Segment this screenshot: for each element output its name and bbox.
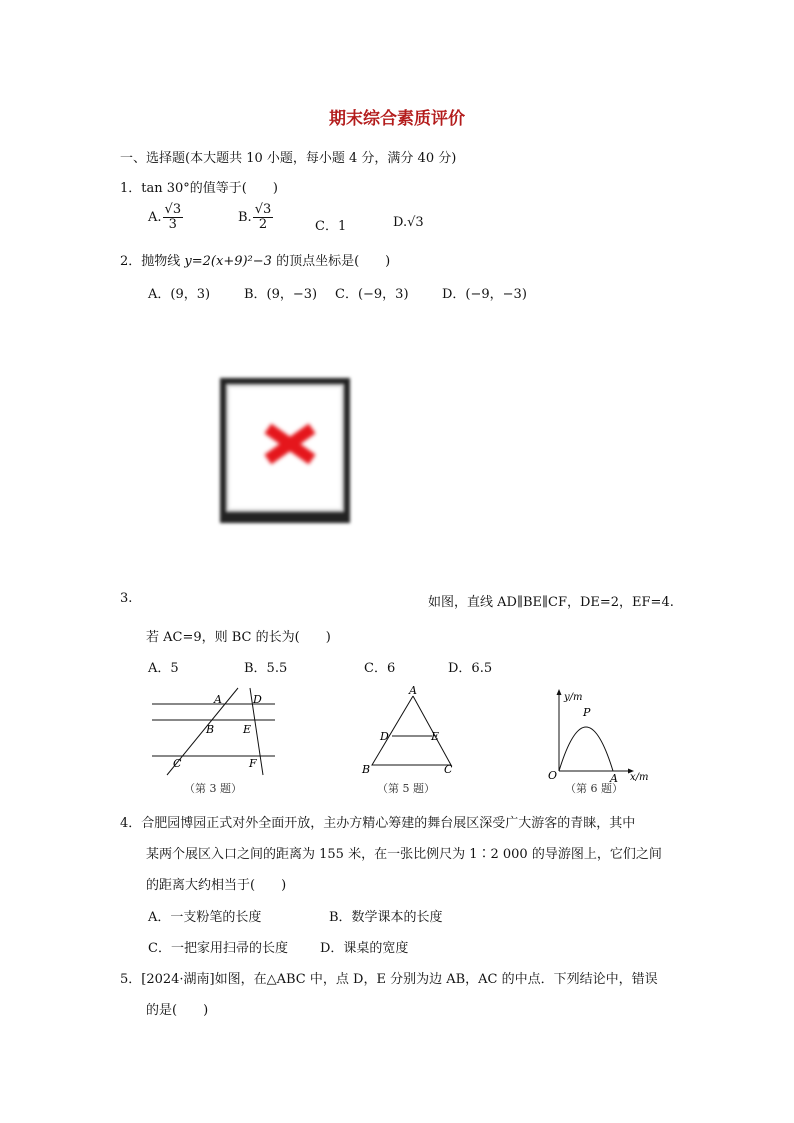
label-b: B <box>206 723 215 736</box>
question-4-line3: 的距离大约相当于( ) <box>146 878 287 893</box>
figure-6 <box>538 685 658 800</box>
label-d: D <box>380 730 389 743</box>
question-5-line2: 的是( ) <box>146 1003 209 1018</box>
question-3-stem-line2: 若 AC=9，则 BC 的长为( ) <box>146 630 331 645</box>
x-axis-label: x/m <box>630 772 649 783</box>
question-3-option-d: D．6.5 <box>448 661 493 676</box>
question-1-option-c: C．1 <box>315 219 347 234</box>
question-3-stem: 如图，直线 AD∥BE∥CF，DE=2，EF=4. <box>428 595 674 610</box>
label-c: C <box>444 763 453 776</box>
y-axis-label: y/m <box>564 692 583 703</box>
question-4-line1: 4．合肥园博园正式对外全面开放，主办方精心筹建的舞台展区深受广大游客的青睐，其中 <box>120 816 636 831</box>
section-heading: 一、选择题(本大题共 10 小题，每小题 4 分，满分 40 分) <box>120 151 457 166</box>
broken-image-icon <box>220 378 350 523</box>
page-title: 期末综合素质评价 <box>329 109 465 129</box>
label-d: D <box>253 693 262 706</box>
question-2-option-a: A．(9，3) <box>148 287 211 302</box>
question-1-option-d <box>393 215 424 230</box>
label-c: C <box>173 757 182 770</box>
option-a-prefix: A. <box>148 210 162 225</box>
numerator: √3 <box>164 202 182 217</box>
question-4-option-c: C．一把家用扫帚的长度 <box>148 941 288 956</box>
label-e: E <box>243 723 252 736</box>
denominator: 3 <box>168 217 177 232</box>
label-f: F <box>249 757 257 770</box>
label-a: A <box>214 693 222 706</box>
question-2-stem <box>120 250 390 269</box>
option-d-prefix: D. <box>393 215 408 230</box>
question-2-option-d: D．(−9，−3) <box>442 287 527 302</box>
broken-image-frame <box>226 384 344 512</box>
question-1-option-b <box>238 203 273 232</box>
label-a: A <box>409 685 417 697</box>
question-4-option-a: A．一支粉笔的长度 <box>148 910 262 925</box>
red-x-icon <box>263 417 317 471</box>
question-1-option-a <box>148 203 183 232</box>
question-4-option-d: D．课桌的宽度 <box>320 941 409 956</box>
label-e: E <box>431 730 440 743</box>
option-b-prefix: B. <box>238 210 252 225</box>
label-p: P <box>583 706 591 719</box>
question-3-option-c: C．6 <box>364 661 396 676</box>
question-4-line2: 某两个展区入口之间的距离为 155 米，在一张比例尺为 1∶2 000 的导游图上，它们之间 <box>146 847 662 862</box>
label-o: O <box>548 769 558 782</box>
question-3-number: 3. <box>120 591 133 606</box>
question-3-option-b: B．5.5 <box>244 661 288 676</box>
figure-3-caption: （第 3 题） <box>184 782 242 795</box>
question-1-stem: 1．tan 30°的值等于( ) <box>120 181 278 196</box>
y-axis-arrow <box>557 689 562 695</box>
option-d-value: √3 <box>407 215 424 230</box>
stem-suffix: 的顶点坐标是( ) <box>271 254 391 269</box>
denominator: 2 <box>258 217 268 232</box>
numerator: √3 <box>254 202 272 217</box>
fraction <box>253 203 274 232</box>
question-3-option-a: A．5 <box>148 661 179 676</box>
figure-5-caption: （第 5 题） <box>377 782 435 795</box>
question-4-option-b: B．数学课本的长度 <box>329 910 443 925</box>
label-b: B <box>362 763 371 776</box>
figure-5 <box>355 685 465 800</box>
fraction <box>163 203 184 232</box>
parabola-curve <box>559 727 613 771</box>
figure-6-caption: （第 6 题） <box>565 782 623 795</box>
figure-3 <box>140 685 290 800</box>
question-2-option-b: B．(9，−3) <box>244 287 318 302</box>
formula: y=2(x+9)²−3 <box>184 254 272 269</box>
question-5-line1: 5．[2024·湖南]如图，在△ABC 中，点 D，E 分别为边 AB，AC 的中点．下列结论中，错误 <box>120 972 658 987</box>
question-2-option-c: C．(−9，3) <box>335 287 409 302</box>
label-a: A <box>610 772 618 785</box>
stem-prefix: 2．抛物线 <box>120 254 185 269</box>
